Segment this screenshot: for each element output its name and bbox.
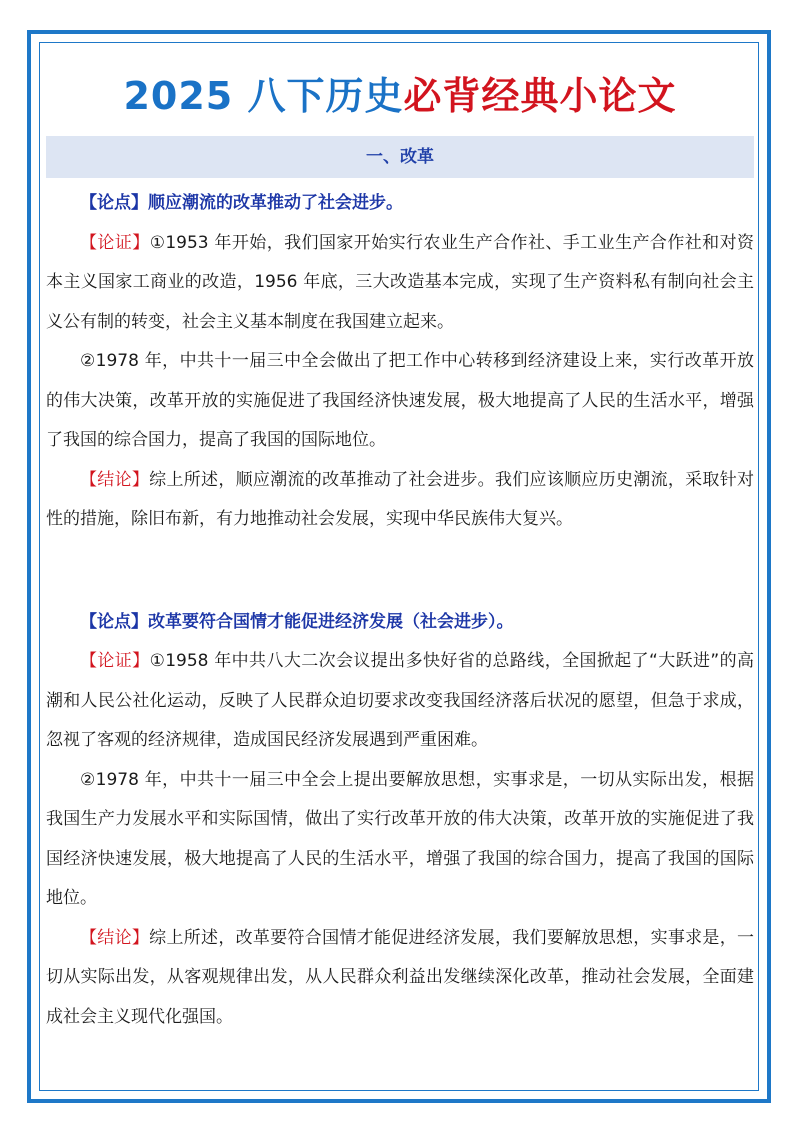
- essay-spacer: [46, 540, 754, 603]
- essay-1-conclusion: [46, 461, 754, 540]
- argument-text: ①1953 年开始，我们国家开始实行农业生产合作社、手工业生产合作社和对资本主义国家工商业的改造，1956 年底，三大改造基本完成，实现了生产资料私有制向社会主义公有制的转变，社会主义基本制度在我国建立起来。: [46, 232, 754, 332]
- argument-tag: 【论证】: [80, 232, 150, 253]
- conclusion-text: 综上所述，顺应潮流的改革推动了社会进步。我们应该顺应历史潮流，采取针对性的措施，除旧布新，有力地推动社会发展，实现中华民族伟大复兴。: [46, 469, 755, 529]
- essay-2-argument-1: [46, 642, 754, 761]
- essay-2-conclusion: [46, 919, 754, 1038]
- essay-1: [46, 184, 754, 540]
- title-part-blue: 2025 八下历史: [123, 74, 404, 118]
- argument-tag: 【论证】: [80, 651, 150, 671]
- conclusion-tag: 【结论】: [80, 927, 150, 948]
- title-part-red: 必背经典小论文: [403, 74, 677, 118]
- conclusion-tag: 【结论】: [80, 469, 150, 490]
- essay-2-argument-2: ②1978 年，中共十一届三中全会上提出要解放思想，实事求是，一切从实际出发，根据我国生产力发展水平和实际国情，做出了实行改革开放的伟大决策，改革开放的实施促进了我国经济快速发展，极大地提高了人民的生活水平，增强了我国的综合国力，提高了我国的国际地位。: [46, 769, 754, 908]
- essay-content: [46, 184, 754, 1037]
- essay-2-claim: 【论点】改革要符合国情才能促进经济发展（社会进步）。: [80, 611, 514, 632]
- conclusion-text: 综上所述，改革要符合国情才能促进经济发展，我们要解放思想，实事求是，一切从实际出发，从客观规律出发，从人民群众利益出发继续深化改革，推动社会发展，全面建成社会主义现代化强国。: [46, 927, 755, 1027]
- essay-1-argument-1: [46, 224, 754, 343]
- essay-2: [46, 603, 754, 1038]
- section-heading: 一、改革: [46, 136, 754, 178]
- argument-text: ①1958 年中共八大二次会议提出多快好省的总路线，全国掀起了“大跃进”的高潮和人民公社化运动，反映了人民群众迫切要求改变我国经济落后状况的愿望，但急于求成，忽视了客观的经济规律，造成国民经济发展遇到严重困难。: [46, 651, 755, 750]
- essay-1-claim: 【论点】顺应潮流的改革推动了社会进步。: [80, 193, 403, 213]
- page-title: [0, 73, 800, 119]
- essay-1-argument-2: ②1978 年，中共十一届三中全会做出了把工作中心转移到经济建设上来，实行改革开放的伟大决策，改革开放的实施促进了我国经济快速发展，极大地提高了人民的生活水平，增强了我国的综合国力，提高了我国的国际地位。: [46, 351, 754, 450]
